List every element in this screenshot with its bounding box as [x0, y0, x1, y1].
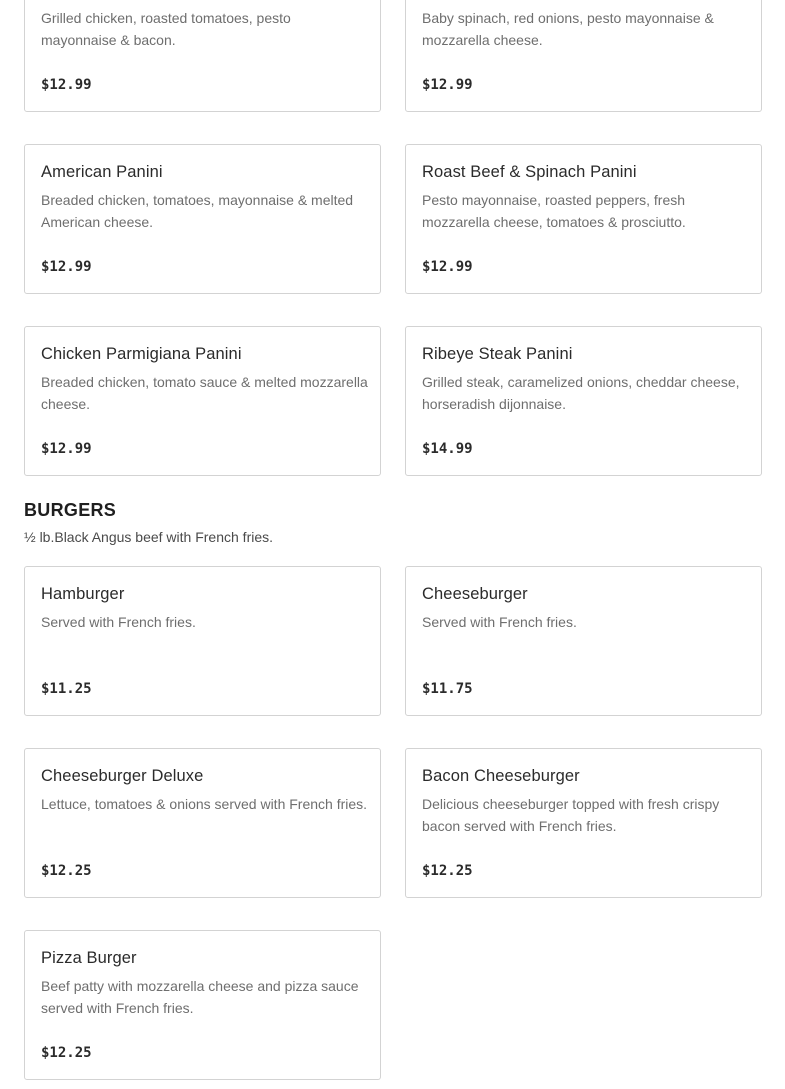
- menu-item-card[interactable]: [24, 326, 381, 476]
- menu-item-price: $12.99: [41, 441, 92, 457]
- menu-item-description: Lettuce, tomatoes & onions served with French fries.: [41, 796, 368, 812]
- menu-item-price: $12.25: [41, 863, 92, 879]
- menu-item-description: Delicious cheeseburger topped with fresh crispy bacon served with French fries.: [422, 796, 720, 834]
- menu-item-description: Beef patty with mozzarella cheese and pizza sauce served with French fries.: [41, 978, 359, 1016]
- menu-item-price: $12.99: [41, 77, 92, 93]
- menu-item-description: Baby spinach, red onions, pesto mayonnaise & mozzarella cheese.: [422, 10, 714, 48]
- menu-item-name: Cheeseburger: [422, 585, 528, 603]
- section-title-burgers: BURGERS: [24, 500, 117, 520]
- menu-item-price: $11.25: [41, 681, 92, 697]
- menu-item-name: American Panini: [41, 163, 163, 181]
- menu-item-description: Breaded chicken, tomato sauce & melted mozzarella cheese.: [41, 374, 368, 412]
- menu-item-card[interactable]: [24, 748, 381, 898]
- menu-item-card[interactable]: [405, 0, 762, 112]
- menu-item-card[interactable]: [405, 748, 762, 898]
- menu-item-card[interactable]: [405, 566, 762, 716]
- menu-item-price: $12.99: [41, 259, 92, 275]
- menu-item-card[interactable]: [24, 566, 381, 716]
- menu-item-name: Hamburger: [41, 585, 125, 603]
- menu-item-price: $12.25: [422, 863, 473, 879]
- menu-item-card[interactable]: [405, 326, 762, 476]
- menu-item-description: Served with French fries.: [422, 614, 577, 630]
- menu-item-card[interactable]: [24, 0, 381, 112]
- menu-item-card[interactable]: [24, 930, 381, 1080]
- menu-item-card[interactable]: [24, 144, 381, 294]
- menu-item-name: Roast Beef & Spinach Panini: [422, 163, 637, 181]
- menu-item-name: Chicken Parmigiana Panini: [41, 345, 242, 363]
- menu-item-description: Grilled chicken, roasted tomatoes, pesto mayonnaise & bacon.: [41, 10, 291, 48]
- menu-item-price: $12.25: [41, 1045, 92, 1061]
- menu-item-name: Ribeye Steak Panini: [422, 345, 573, 363]
- menu-item-description: Pesto mayonnaise, roasted peppers, fresh mozzarella cheese, tomatoes & prosciutto.: [422, 192, 686, 230]
- menu-item-description: Served with French fries.: [41, 614, 196, 630]
- menu-item-name: Pizza Burger: [41, 949, 137, 967]
- menu-item-price: $11.75: [422, 681, 473, 697]
- menu-item-description: Breaded chicken, tomatoes, mayonnaise & melted American cheese.: [41, 192, 354, 230]
- menu-item-card[interactable]: [405, 144, 762, 294]
- menu-item-price: $12.99: [422, 77, 473, 93]
- menu-item-price: $14.99: [422, 441, 473, 457]
- section-subtitle: ½ lb.Black Angus beef with French fries.: [24, 529, 274, 545]
- menu-item-price: $12.99: [422, 259, 473, 275]
- menu-item-description: Grilled steak, caramelized onions, cheddar cheese, horseradish dijonnaise.: [422, 374, 740, 412]
- menu-item-name: Bacon Cheeseburger: [422, 767, 580, 785]
- menu-item-name: Cheeseburger Deluxe: [41, 767, 204, 785]
